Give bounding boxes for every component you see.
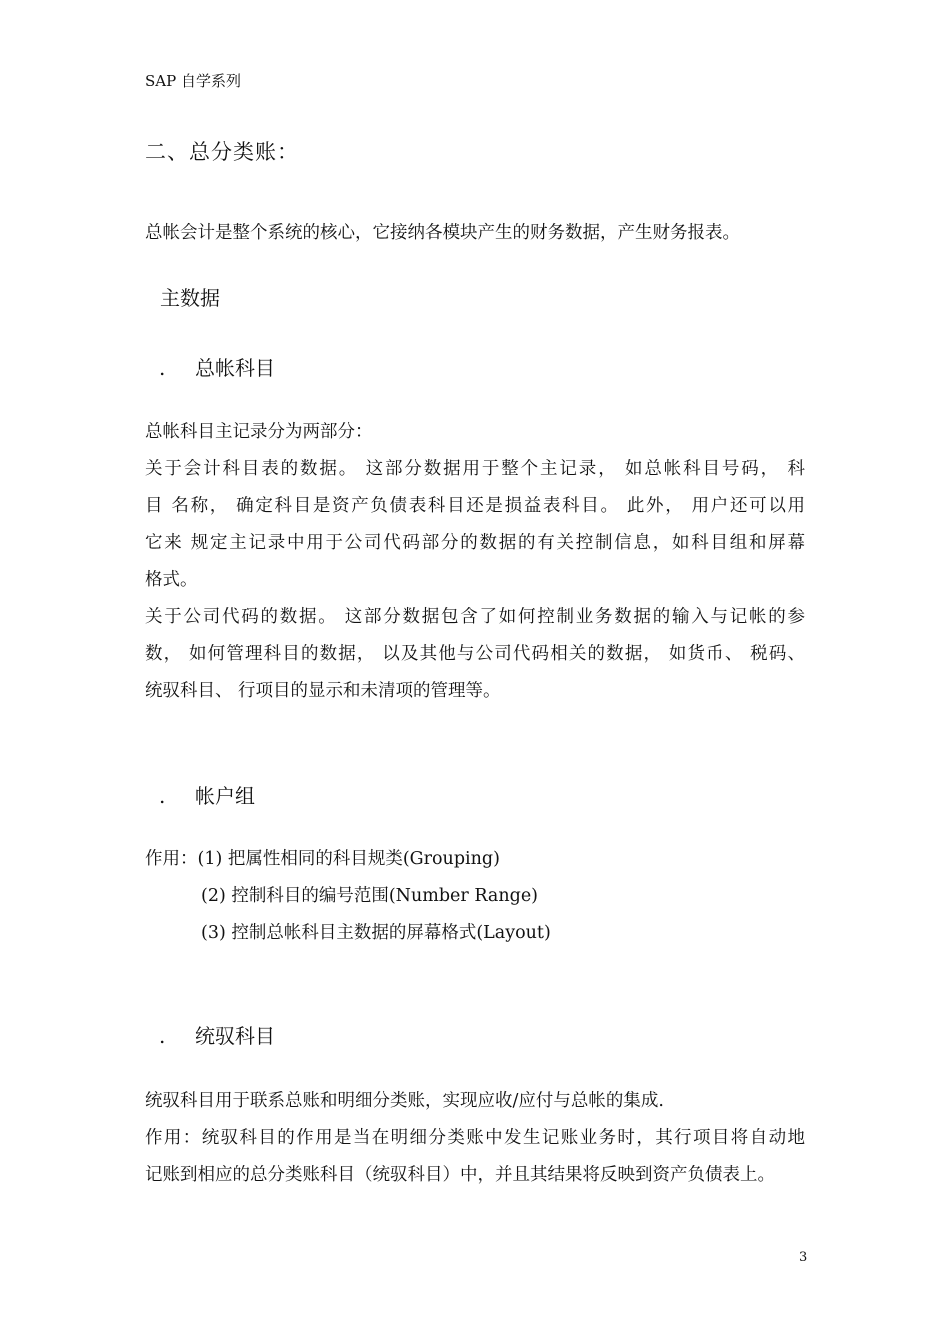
usage-item: (3) 控制总帐科目主数据的屏幕格式(Layout) — [201, 923, 551, 943]
text-line: 数， 如何管理科目的数据， 以及其他与公司代码相关的数据， 如货币、 税码、 — [145, 644, 805, 664]
running-header: SAP 自学系列 — [145, 72, 241, 90]
text-line: 记账到相应的总分类账科目（统驭科目）中，并且其结果将反映到资产负债表上。 — [145, 1165, 775, 1185]
text-line: 作用：统驭科目的作用是当在明细分类账中发生记账业务时，其行项目将自动地 — [145, 1128, 805, 1148]
account-group-usage — [145, 841, 551, 952]
intro-paragraph: 总帐会计是整个系统的核心，它接纳各模块产生的财务数据，产生财务报表。 — [145, 223, 740, 243]
text-line: 它来 规定主记录中用于公司代码部分的数据的有关控制信息，如科目组和屏幕 — [145, 533, 805, 553]
reconciliation-title: 统驭科目 — [195, 1024, 275, 1048]
usage-item: (2) 控制科目的编号范围(Number Range) — [201, 886, 539, 906]
text-line: 关于公司代码的数据。 这部分数据包含了如何控制业务数据的输入与记帐的参 — [145, 607, 805, 627]
page-number: 3 — [799, 1250, 808, 1265]
usage-prefix: 作用： — [145, 849, 198, 869]
usage-item: (1) 把属性相同的科目规类(Grouping) — [197, 849, 500, 869]
text-line: 关于会计科目表的数据。 这部分数据用于整个主记录， 如总帐科目号码， 科 — [145, 459, 805, 479]
gl-account-para1 — [145, 451, 805, 599]
bullet-marker: . — [159, 356, 166, 380]
gl-account-title: 总帐科目 — [195, 356, 275, 380]
account-group-heading — [145, 780, 255, 809]
bullet-marker: . — [159, 1024, 166, 1048]
reconciliation-paragraph — [145, 1083, 805, 1194]
section-title: 二、总分类账： — [145, 140, 299, 164]
bullet-marker: . — [159, 784, 166, 808]
text-line: 统驭科目用于联系总账和明细分类账，实现应收/应付与总帐的集成. — [145, 1091, 664, 1111]
text-line: 目 名称， 确定科目是资产负债表科目还是损益表科目。 此外， 用户还可以用 — [145, 496, 805, 516]
gl-account-para2 — [145, 599, 805, 710]
gl-account-lead: 总帐科目主记录分为两部分： — [145, 422, 373, 442]
reconciliation-heading — [145, 1020, 275, 1049]
text-line: 格式。 — [145, 570, 198, 590]
text-line: 统驭科目、 行项目的显示和未清项的管理等。 — [145, 681, 501, 701]
master-data-heading: 主数据 — [160, 286, 220, 310]
account-group-title: 帐户组 — [195, 784, 255, 808]
usage-line — [145, 841, 551, 878]
gl-account-heading — [145, 352, 275, 381]
